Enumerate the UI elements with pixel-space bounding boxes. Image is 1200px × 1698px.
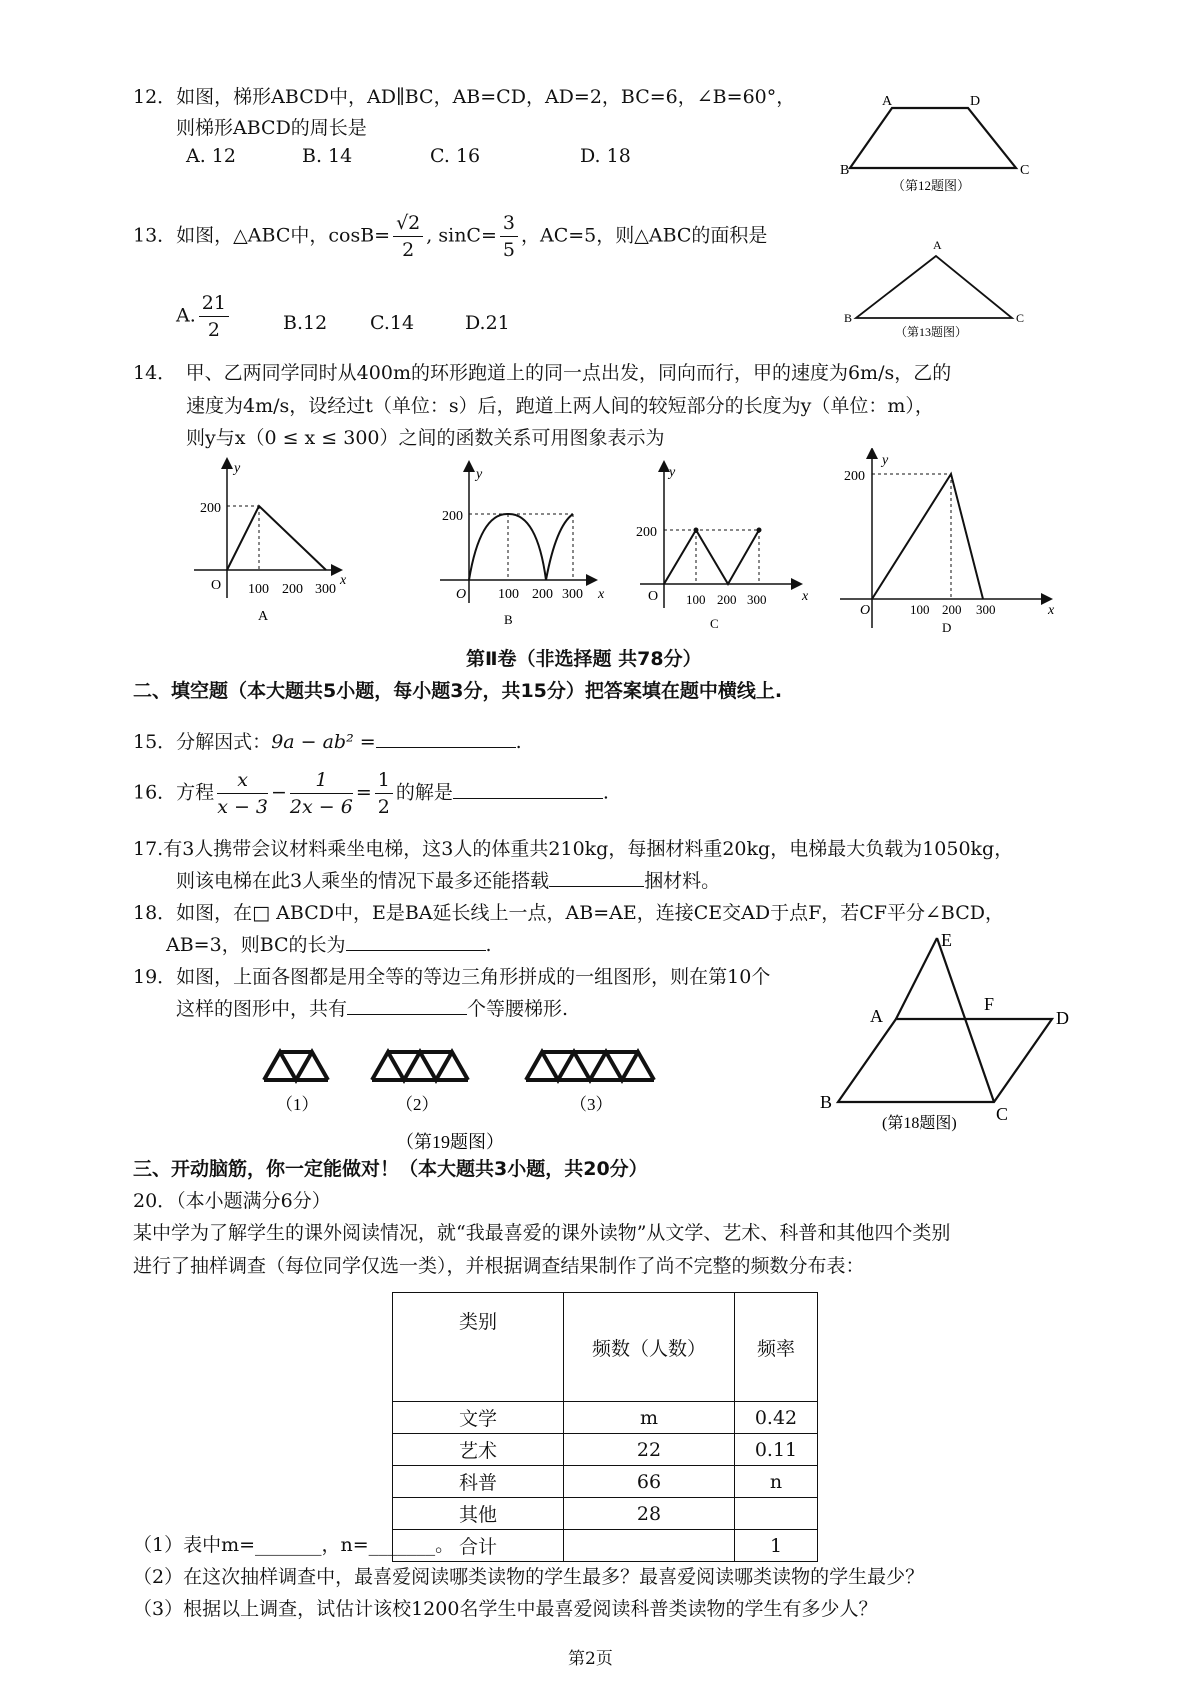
svg-text:100: 100	[686, 592, 706, 607]
svg-text:100: 100	[248, 582, 269, 597]
q13-fig-caption: （第13题图）	[895, 325, 968, 339]
q14-graphs	[190, 448, 1070, 633]
table-cell: 1	[735, 1530, 818, 1562]
q12-fig-caption: （第12题图）	[892, 178, 971, 193]
frequency-table	[392, 1292, 818, 1562]
q14-line3: 则y与x（0 ≤ x ≤ 300）之间的函数关系可用图象表示为	[186, 427, 665, 449]
svg-text:x: x	[598, 587, 605, 602]
q13-option-a-fraction: $\frac{21}{2}$	[199, 290, 229, 343]
q13-sinc-fraction: $\frac{3}{5}$	[500, 210, 518, 263]
q18-answer-blank[interactable]	[346, 930, 486, 951]
svg-text:x: x	[802, 589, 809, 604]
table-header-cell: 类别	[393, 1293, 564, 1402]
table-cell: 文学	[393, 1402, 564, 1434]
svg-text:300: 300	[976, 602, 996, 617]
table-row	[393, 1466, 818, 1498]
svg-text:A: A	[258, 609, 269, 624]
q13-triangle-figure	[840, 234, 1040, 344]
q19-figure-2	[372, 1052, 468, 1080]
svg-text:y: y	[669, 465, 676, 480]
svg-text:200: 200	[717, 592, 737, 607]
svg-text:100: 100	[498, 587, 519, 602]
q12-option-c: C. 16	[430, 145, 481, 167]
q17-line2: 则该电梯在此3人乘坐的情况下最多还能搭载 捆材料。	[176, 866, 720, 893]
q17-answer-blank[interactable]	[549, 866, 644, 887]
table-cell: 艺术	[393, 1434, 564, 1466]
svg-text:200: 200	[532, 587, 553, 602]
table-cell: 科普	[393, 1466, 564, 1498]
q12-line2: 则梯形ABCD的周长是	[176, 117, 367, 139]
q20-sub3: （3）根据以上调查，试估计该校1200名学生中最喜爱阅读科普类读物的学生有多少人？	[133, 1598, 878, 1620]
q18-line1: 18．如图，在□ ABCD中，E是BA延长线上一点，AB=AE，连接CE交AD于点F，若CF平分∠BCD，	[133, 902, 1004, 924]
svg-text:C: C	[996, 1104, 1009, 1124]
page-number: 第2页	[568, 1649, 613, 1669]
q13-label-c: C	[1016, 311, 1025, 325]
q14-line2: 速度为4m/s，设经过t（单位：s）后，跑道上两人间的较短部分的长度为y（单位：m），	[186, 395, 934, 417]
table-header-cell: 频率	[735, 1293, 818, 1402]
svg-text:300: 300	[747, 592, 767, 607]
table-header-row	[393, 1293, 818, 1402]
svg-text:x: x	[1048, 603, 1055, 618]
table-cell: 22	[564, 1434, 735, 1466]
q13-prefix: 13．如图，△ABC中，cosB=	[133, 224, 391, 247]
q13-option-a-prefix: A.	[176, 304, 196, 327]
q13-option-d: D.21	[465, 312, 510, 334]
part2-title: 第Ⅱ卷（非选择题 共78分）	[466, 648, 702, 670]
q14-graph-d	[840, 450, 1055, 633]
table-header-cell: 频数（人数）	[564, 1293, 735, 1402]
svg-text:200: 200	[942, 602, 962, 617]
q16-answer-blank[interactable]	[453, 778, 603, 799]
q19-line2: 这样的图形中，共有 个等腰梯形.	[176, 994, 568, 1021]
table-cell: 28	[564, 1498, 735, 1530]
q12-trapezoid-figure	[840, 88, 1040, 198]
svg-text:B: B	[820, 1092, 833, 1112]
svg-text:(第18题图): (第18题图)	[882, 1115, 957, 1132]
q20-para1: 某中学为了解学生的课外阅读情况，就“我最喜爱的课外读物”从文学、艺术、科普和其他四个类别	[133, 1222, 951, 1244]
q12-line1: 12．如图，梯形ABCD中，AD∥BC，AB=CD，AD=2，BC=6，∠B=60°，	[133, 86, 796, 108]
q20-sub2: （2）在这次抽样调查中，最喜爱阅读哪类读物的学生最多？最喜爱阅读哪类读物的学生最少？	[133, 1566, 925, 1588]
svg-text:O: O	[456, 587, 467, 602]
svg-text:C: C	[710, 616, 719, 631]
section3-heading: 三、开动脑筋，你一定能做对！（本大题共3小题，共20分）	[133, 1158, 648, 1180]
svg-text:F: F	[984, 994, 995, 1014]
q13-options	[176, 290, 232, 343]
svg-text:200: 200	[636, 525, 657, 540]
q19-answer-blank[interactable]	[347, 994, 467, 1015]
svg-text:100: 100	[910, 602, 930, 617]
table-cell: 合计	[393, 1530, 564, 1562]
table-row	[393, 1530, 818, 1562]
q12-label-a: A	[882, 94, 893, 109]
table-cell: 0.11	[735, 1434, 818, 1466]
q13-label-a: A	[933, 238, 942, 252]
q13-option-b: B.12	[283, 312, 328, 334]
svg-text:y: y	[234, 461, 241, 476]
svg-text:y: y	[476, 467, 483, 482]
table-cell	[564, 1530, 735, 1562]
q14-graph-b	[440, 463, 605, 627]
svg-text:（2）: （2）	[396, 1095, 439, 1114]
q13-label-b: B	[844, 311, 853, 325]
table-cell: n	[735, 1466, 818, 1498]
svg-text:300: 300	[562, 587, 583, 602]
q14-line1: 14． 甲、乙两同学同时从400m的环形跑道上的同一点出发，同向而行，甲的速度为6m/s，乙的	[133, 362, 952, 384]
q15-answer-blank[interactable]	[376, 727, 516, 748]
table-cell: m	[564, 1402, 735, 1434]
svg-text:E: E	[941, 930, 952, 950]
q12-option-d: D. 18	[580, 145, 631, 167]
q20-para2: 进行了抽样调查（每位同学仅选一类），并根据调查结果制作了尚不完整的频数分布表：	[133, 1255, 865, 1277]
q13-question	[133, 210, 767, 263]
table-cell: 66	[564, 1466, 735, 1498]
q12-label-d: D	[970, 94, 981, 109]
q20-header: 20．（本小题满分6分）	[133, 1190, 331, 1212]
q14-graph-a	[194, 460, 347, 624]
q13-option-c: C.14	[370, 312, 415, 334]
table-cell: 0.42	[735, 1402, 818, 1434]
q19-triangle-strips	[260, 1040, 690, 1160]
table-row	[393, 1402, 818, 1434]
q12-option-a: A. 12	[186, 145, 236, 167]
q17-line1: 17.有3人携带会议材料乘坐电梯，这3人的体重共210kg，每捆材料重20kg，电梯最大负载为1050kg，	[133, 838, 1014, 860]
svg-text:200: 200	[844, 469, 865, 484]
q12-option-b: B. 14	[302, 145, 353, 167]
svg-text:y: y	[882, 453, 889, 468]
svg-text:D: D	[1056, 1008, 1069, 1028]
section2-heading: 二、填空题（本大题共5小题，每小题3分，共15分）把答案填在题中横线上.	[133, 680, 783, 702]
svg-text:300: 300	[315, 582, 336, 597]
svg-text:（3）: （3）	[570, 1095, 613, 1114]
q12-label-c: C	[1020, 163, 1030, 178]
table-cell	[735, 1498, 818, 1530]
q20-sub1: （1）表中m=_______，n=_______。	[133, 1534, 455, 1556]
svg-text:O: O	[648, 589, 659, 604]
svg-text:D: D	[942, 620, 952, 633]
q18-line2: AB=3，则BC的长为 .	[166, 930, 492, 957]
q16-suffix: 的解是	[395, 781, 453, 804]
q16-question: 16．方程 $\frac{x}{x - 3}$ − $\frac{1}{2x - 6}$ = $\frac{1}{2}$ 的解是 .	[133, 769, 609, 818]
svg-text:200: 200	[200, 501, 221, 516]
table-row	[393, 1498, 818, 1530]
q12-label-b: B	[840, 163, 850, 178]
svg-text:O: O	[860, 603, 871, 618]
q16-prefix: 16．方程	[133, 781, 215, 804]
q18-parallelogram-figure	[820, 930, 1080, 1135]
q15-expression: 9a − ab² =	[271, 731, 376, 753]
q19-figure-3	[526, 1052, 654, 1080]
svg-text:（第19题图）: （第19题图）	[396, 1132, 504, 1152]
table-cell: 其他	[393, 1498, 564, 1530]
q13-cosb-fraction: $\frac{√2}{2}$	[393, 210, 423, 263]
svg-text:200: 200	[442, 509, 463, 524]
svg-text:（1）: （1）	[276, 1095, 319, 1114]
svg-text:200: 200	[282, 582, 303, 597]
svg-text:O: O	[211, 578, 222, 593]
q13-mid: , sinC=	[426, 224, 497, 247]
q19-figure-1	[264, 1052, 328, 1080]
q19-line1: 19．如图，上面各图都是用全等的等边三角形拼成的一组图形，则在第10个	[133, 966, 771, 988]
q13-suffix: ，AC=5，则△ABC的面积是	[520, 224, 768, 247]
table-row	[393, 1434, 818, 1466]
q15-question: 15．分解因式：9a − ab² = .	[133, 727, 522, 754]
svg-text:B: B	[504, 612, 513, 627]
q14-graph-c	[636, 463, 809, 631]
svg-text:x: x	[340, 573, 347, 588]
q15-prefix: 15．分解因式：	[133, 731, 272, 753]
svg-text:A: A	[870, 1006, 883, 1026]
